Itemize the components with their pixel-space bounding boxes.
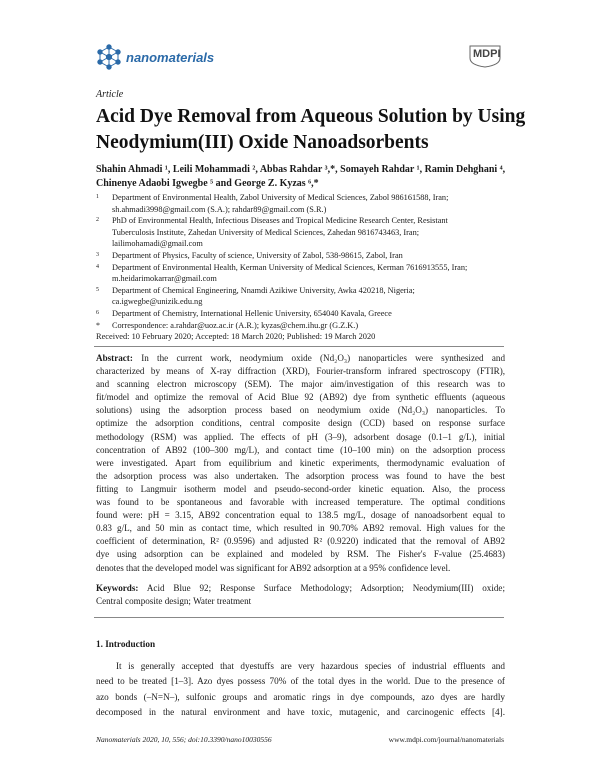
abstract-line: 0.83 g/L, and 50 min as contact time, which resulted in 90.70% AB92 removal. High values for the — [96, 523, 505, 534]
intro-line: azo bonds (–N=N–), sulfonic groups and aromatic rings in dye compounds, azo dyes are hardly — [96, 691, 505, 702]
section-heading: 1. Introduction — [96, 639, 156, 649]
molecule-network-icon — [96, 44, 122, 70]
affiliation-line: Tuberculosis Institute, Zahedan University of Medical Sciences, Zahedan 9816743463, Iran; — [112, 227, 420, 237]
affiliation-line: Department of Chemical Engineering, Nnamdi Azikiwe University, Awka 420218, Nigeria; — [112, 285, 415, 295]
abstract-line: In the current work, neodymium oxide (Nd₂O₃) nanoparticles were synthesized and — [141, 353, 506, 363]
affiliation-item — [96, 262, 505, 285]
journal-logo[interactable] — [96, 44, 236, 70]
intro-line: decomposed in the natural environment and have toxic, mutagenic, and carcinogenic effects [4]. — [96, 707, 505, 718]
affiliation-line: Department of Environmental Health, Kerman University of Medical Sciences, Kerman 7616913555, Iran; — [112, 262, 468, 272]
abstract-line: dye using adsorption can be explained and modeled by RSM. The Fisher's F-value (25.4683) — [96, 549, 505, 560]
affiliation-line: Department of Environmental Health, Zabol University of Medical Sciences, Zabol 986161588, Iran; — [112, 193, 449, 202]
mdpi-label: MDPI — [473, 48, 501, 60]
abstract-line: fitting to Langmuir isotherm model and pseudo-second-order kinetic equation. Also, the process — [96, 483, 505, 494]
abstract-line: methodology (RSM) was applied. The effects of pH (3–9), adsorbent dosage (0.1–1 g/L), initial — [96, 431, 505, 442]
intro-paragraph — [96, 659, 505, 721]
abstract-line: optimize the adsorption conditions, central composite design (CCD) based on response surface — [96, 418, 505, 429]
keywords — [96, 582, 505, 608]
article-type: Article — [96, 89, 124, 100]
abstract-line: solutions) using the adsorption process based on neodymium oxide (Nd₂O₃) nanoparticles. To — [96, 405, 505, 416]
abstract — [96, 352, 505, 575]
abstract-line: fit/model and optimize the removal of Acid Blue 92 (AB92) dye from synthetic effluents (aqueous — [96, 392, 505, 403]
affiliation-item — [96, 192, 505, 215]
authors-line-2: Chinenye Adaobi Igwegbe ⁵ and George Z. Kyzas ⁶,* — [96, 178, 319, 189]
keywords-line: Acid Blue 92; Response Surface Methodology; Adsorption; Neodymium(III) oxide; — [146, 583, 505, 593]
affiliation-number: 5 — [96, 286, 99, 293]
affiliation-email[interactable]: sh.ahmadi3998@gmail.com (S.A.); rahdar89@gmail.com (S.R.) — [112, 204, 327, 214]
affiliation-email[interactable]: m.heidarimokarrar@gmail.com — [112, 274, 217, 284]
article-title-line-1: Acid Dye Removal from Aqueous Solution by Using — [96, 106, 526, 127]
abstract-line: was found to be spontaneous and favorable with increased temperature. The optimal conditions — [96, 497, 505, 508]
received-dates: Received: 10 February 2020; Accepted: 18 March 2020; Published: 19 March 2020 — [96, 332, 376, 341]
abstract-line: coefficient of determination, R² (0.9596) and adjusted R² (0.9220) indicated that the removal of AB92 — [96, 536, 505, 547]
abstract-line: concentration of AB92 (100–300 mg/L), and contact time (10–100 min) on the adsorption process — [96, 444, 505, 455]
affiliation-item — [96, 250, 505, 262]
footer-url[interactable]: www.mdpi.com/journal/nanomaterials — [388, 735, 504, 744]
affiliation-number: 1 — [96, 194, 99, 200]
abstract-line: found were: pH = 3.15, AB92 concentration equal to 138.5 mg/L, dosage of nanoadsorbent equal to — [96, 510, 505, 521]
affiliation-line: PhD of Environmental Health, Infectious Diseases and Tropical Medicine Research Center, Resistant — [112, 216, 448, 226]
affiliations — [96, 192, 505, 331]
affiliation-line: Department of Chemistry, International Hellenic University, 654040 Kavala, Greece — [112, 308, 392, 318]
intro-line: It is generally accepted that dyestuffs are very hazardous species of industrial effluents and — [116, 661, 505, 671]
affiliation-item — [96, 215, 505, 250]
correspondence — [96, 320, 505, 332]
abstract-label: Abstract: — [96, 353, 133, 363]
affiliation-email[interactable]: ca.igwegbe@unizik.edu.ng — [112, 297, 203, 307]
affiliation-number: 2 — [96, 217, 99, 224]
divider — [94, 346, 504, 347]
intro-line: need to be treated [1–3]. Azo dyes possess 70% of the total dyes in the world. Due to the presence of — [96, 676, 505, 687]
footer-citation: Nanomaterials 2020, 10, 556; doi:10.3390/nano10030556 — [96, 735, 272, 744]
journal-name: nanomaterials — [126, 50, 215, 65]
authors-line-1: Shahin Ahmadi ¹, Leili Mohammadi ², Abbas Rahdar ³,*, Somayeh Rahdar ¹, Ramin Dehghani ⁴, — [96, 164, 506, 175]
affiliation-number: 6 — [96, 309, 99, 316]
keywords-line: Central composite design; Water treatment — [96, 596, 252, 607]
keywords-label: Keywords: — [96, 583, 139, 593]
affiliation-number: 4 — [96, 263, 99, 270]
mdpi-logo[interactable] — [466, 44, 504, 68]
affiliation-line: Department of Physics, Faculty of science, University of Zabol, 538-98615, Zabol, Iran — [112, 250, 403, 260]
correspondence-line[interactable]: Correspondence: a.rahdar@uoz.ac.ir (A.R.); kyzas@chem.ihu.gr (G.Z.K.) — [112, 320, 359, 330]
affiliation-number: 3 — [96, 251, 99, 258]
affiliation-item — [96, 285, 505, 308]
abstract-line: characterized by means of X-ray diffraction (XRD), Fourier-transform infrared spectroscopy (FTIR), — [96, 366, 505, 377]
abstract-line: the adsorption process was also undertaken. The adsorption process was found to have the best — [96, 470, 505, 481]
abstract-line: denotes that the developed model was significant for AB92 adsorption at a 95% confidence level. — [96, 562, 451, 573]
divider — [94, 617, 504, 618]
affiliation-item — [96, 308, 505, 320]
affiliation-number: * — [96, 320, 100, 330]
affiliation-email[interactable]: lailimohamadi@gmail.com — [112, 239, 203, 249]
abstract-line: and scanning electron microscopy (SEM). The major aim/investigation of this research was to — [96, 379, 505, 390]
article-title-line-2: Neodymium(III) Oxide Nanoadsorbents — [96, 132, 429, 153]
abstract-line: were investigated. Apart from equilibrium and kinetic experiments, thermodynamic evaluation of — [96, 457, 505, 468]
